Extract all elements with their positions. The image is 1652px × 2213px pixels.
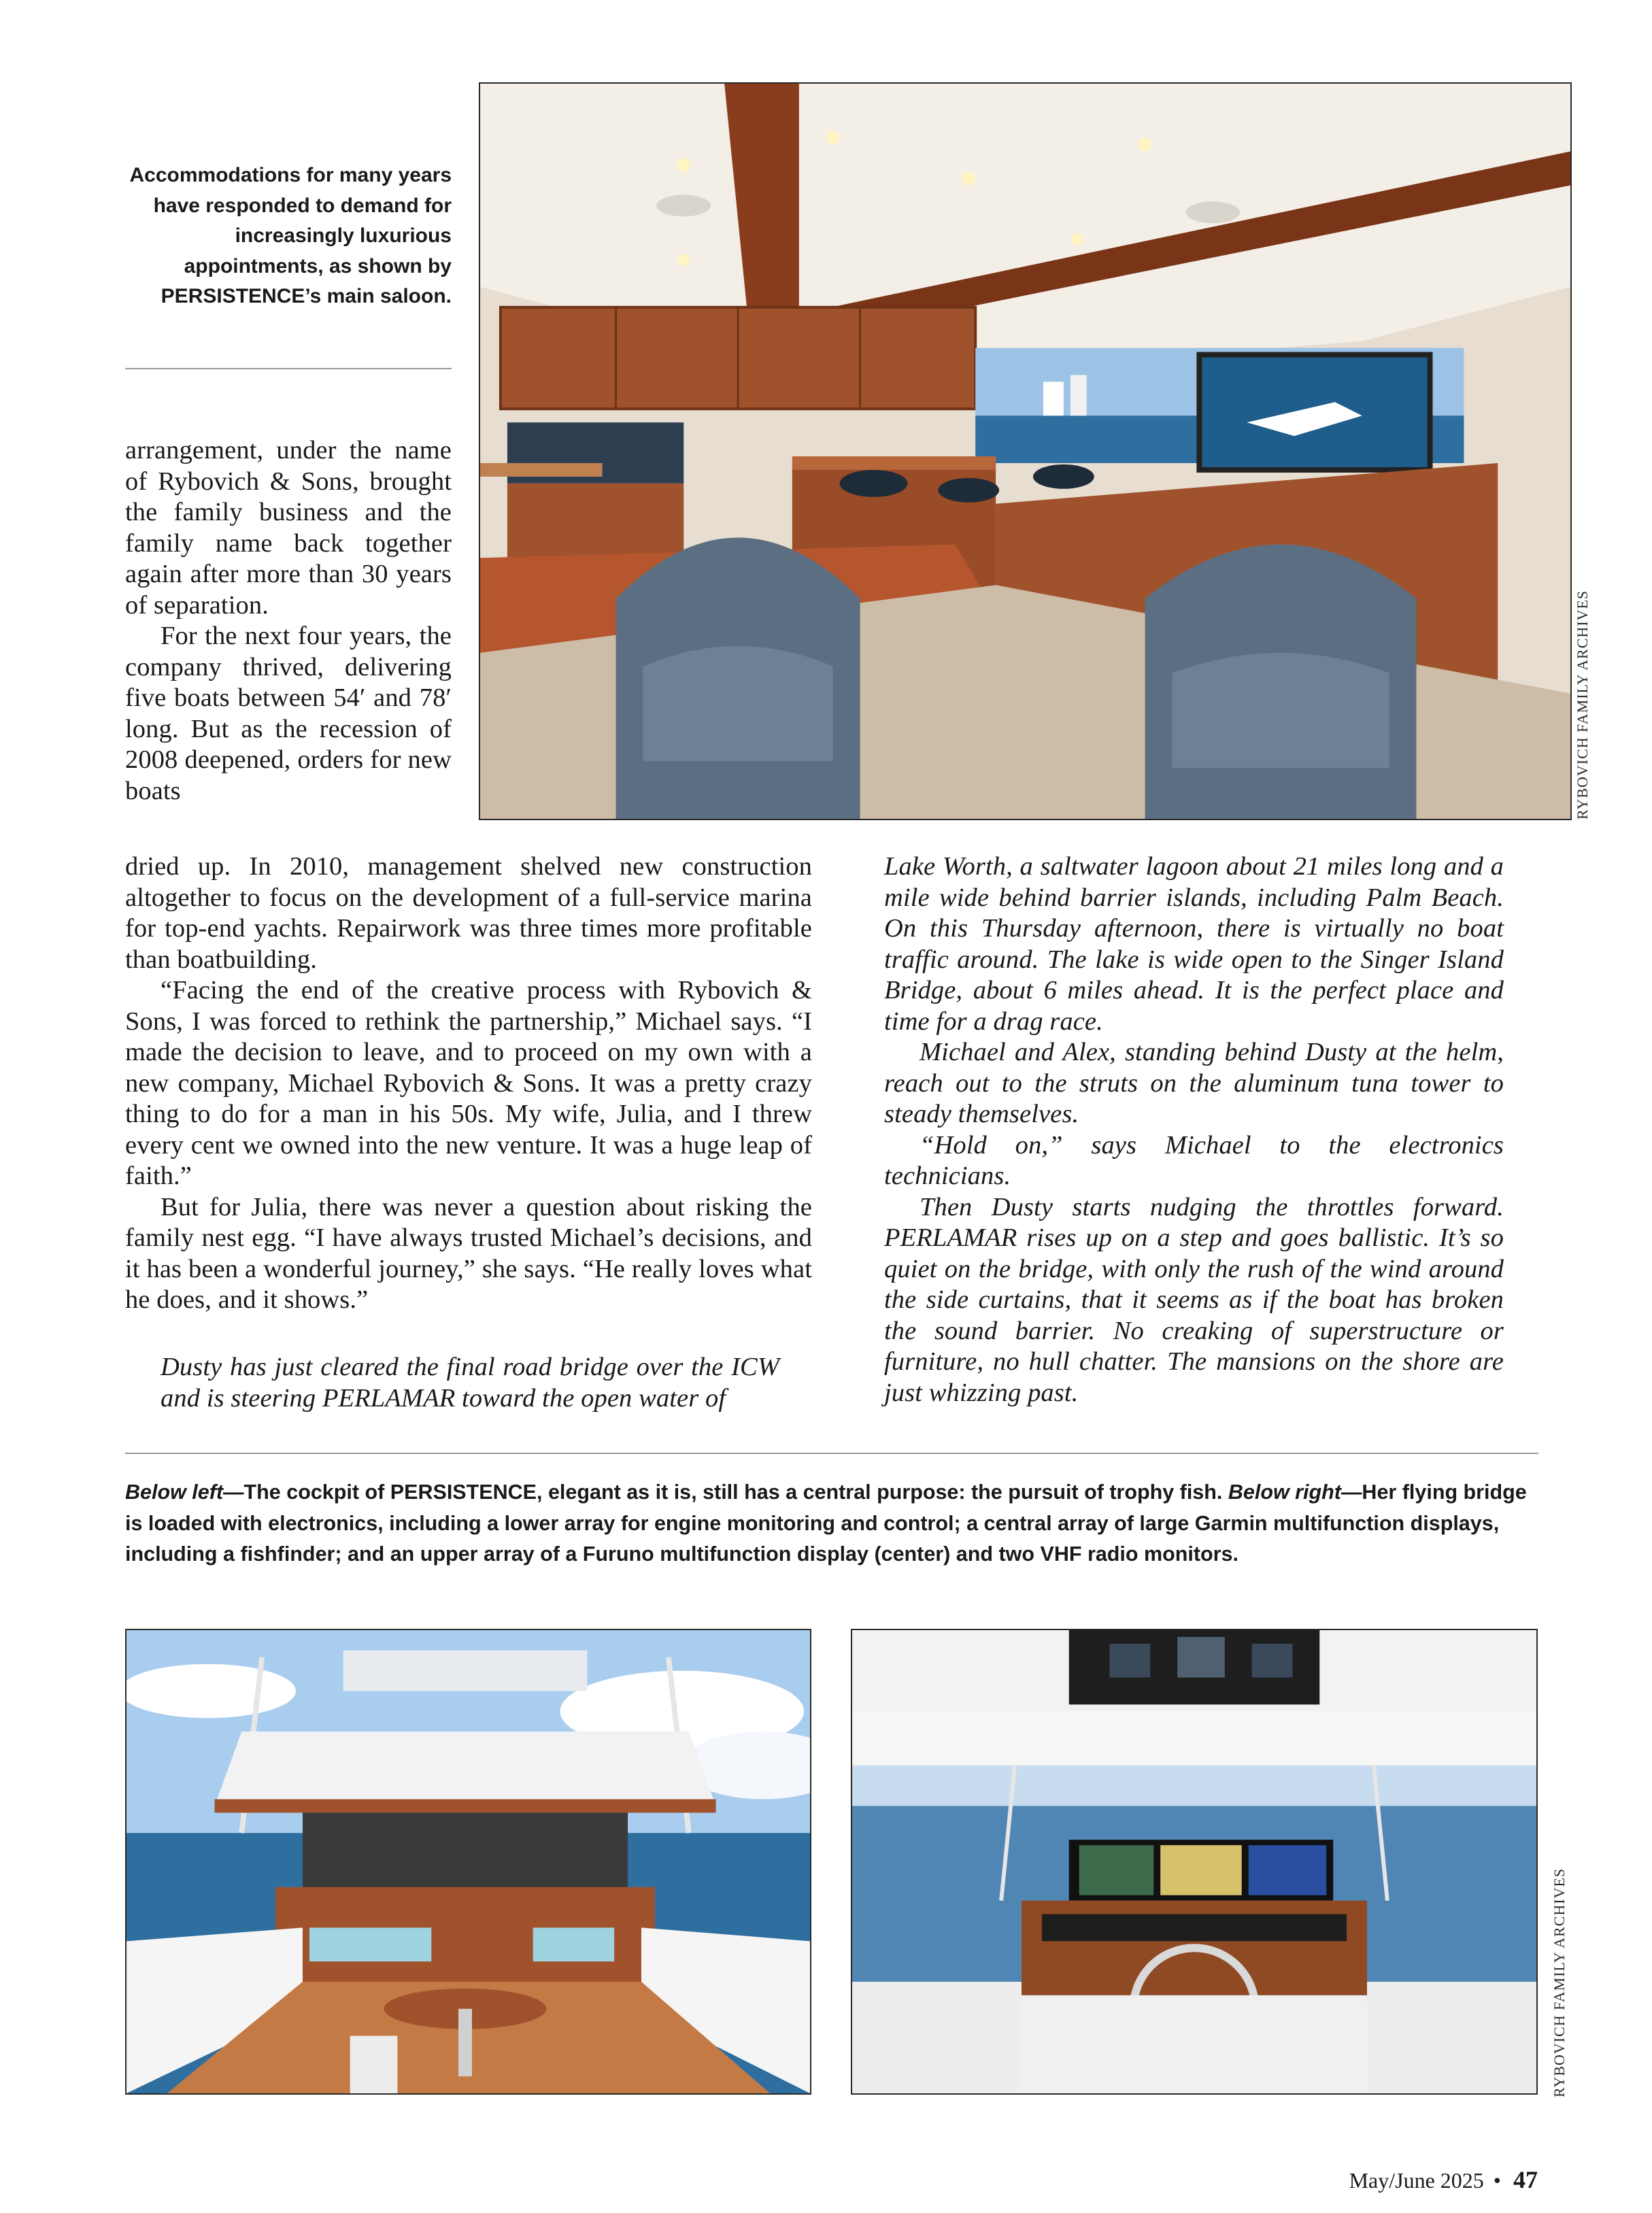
body-paragraph: Michael and Alex, standing behind Dusty at the helm, reach out to the struts on the aluminum tuna tower to steady themselves. [884,1038,1504,1128]
caption-text-left: —The cockpit of PERSISTENCE, elegant as it is, still has a central purpose: the pursuit of trophy fish. [223,1481,1228,1504]
body-paragraph: Then Dusty starts nudging the throttles forward. PERLAMAR rises up on a step and goes ballistic. It’s so quiet on the bridge, with only the rush of the wind around the side curtains, that it seems as if the boat has broken the sound barrier. No creaking of superstructure or furniture, no hull chatter. The mansions on the shore are just whizzing past. [884,1192,1504,1407]
photo-credit: RYBOVICH FAMILY ARCHIVES [1574,590,1591,820]
page-number: 47 [1513,2166,1538,2193]
body-paragraph: But for Julia, there was never a question about risking the family nest egg. “I have always trusted Michael’s decisions, and it has been a wonderful journey,” she says. “He really loves what he does, and it shows.” [125,1192,812,1314]
body-paragraph: dried up. In 2010, management shelved new construction altogether to focus on the development of a full-service marina for top-end yachts. Repairwork was three times more profitable than boatbuilding. [125,852,812,974]
caption-divider [125,368,452,369]
body-paragraph: Lake Worth, a saltwater lagoon about 21 miles long and a mile wide behind barrier islands, including Palm Beach. On this Thursday afternoon, there is virtually no boat traffic around. The lake is wide open to the Singer Island Bridge, about 6 miles ahead. It is the perfect place and time for a drag race. [884,852,1504,1036]
flying-bridge-photo [851,1629,1538,2095]
saloon-photo [479,82,1572,820]
cockpit-photo [125,1629,811,2095]
caption-label-left: Below left [125,1481,224,1504]
body-column-narrow [125,435,452,807]
body-column-left [125,851,812,1316]
folio-bullet: • [1493,2168,1501,2193]
italic-passage [161,1352,779,1414]
body-column-right [884,851,1504,1408]
body-paragraph: “Facing the end of the creative process with Rybovich & Sons, I was forced to rethink the partnership,” Michael says. “I made the decision to leave, and to proceed on my own with a new company, Michael Rybovich & Sons. It was a pretty crazy thing to do for a man in his 50s. My wife, Julia, and I threw every cent we owned into the new venture. It was a huge leap of faith.” [125,976,812,1190]
bottom-photo-caption [125,1477,1547,1570]
body-paragraph: “Hold on,” says Michael to the electronics technicians. [884,1130,1504,1190]
page-folio [1279,2165,1538,2194]
caption-label-right: Below right [1228,1481,1341,1504]
issue-date: May/June 2025 [1349,2168,1484,2193]
top-photo-caption: Accommodations for many years have responded to demand for increasingly luxurious appointments, as shown by PERSISTENCE’s main saloon. [129,164,452,307]
body-paragraph: Dusty has just cleared the final road bridge over the ICW and is steering PERLAMAR toward the open water of [161,1353,779,1413]
photo-credit: RYBOVICH FAMILY ARCHIVES [1551,1868,1568,2097]
section-divider [125,1453,1538,1454]
body-paragraph: For the next four years, the company thrived, delivering five boats between 54′ and 78′ long. But as the recession of 2008 deepened, orders for new boats [125,622,452,805]
caption-text-right: —Her flying bridge is loaded with electronics, including a lower array for engine monitoring and control; a central array of large Garmin multifunction displays, including a fishfinder; and an upper array of a Furuno multifunction display (center) and two VHF radio monitors. [125,1481,1527,1566]
body-paragraph: arrangement, under the name of Rybovich & Sons, brought the family business and the family name back together again after more than 30 years of separation. [125,436,452,620]
